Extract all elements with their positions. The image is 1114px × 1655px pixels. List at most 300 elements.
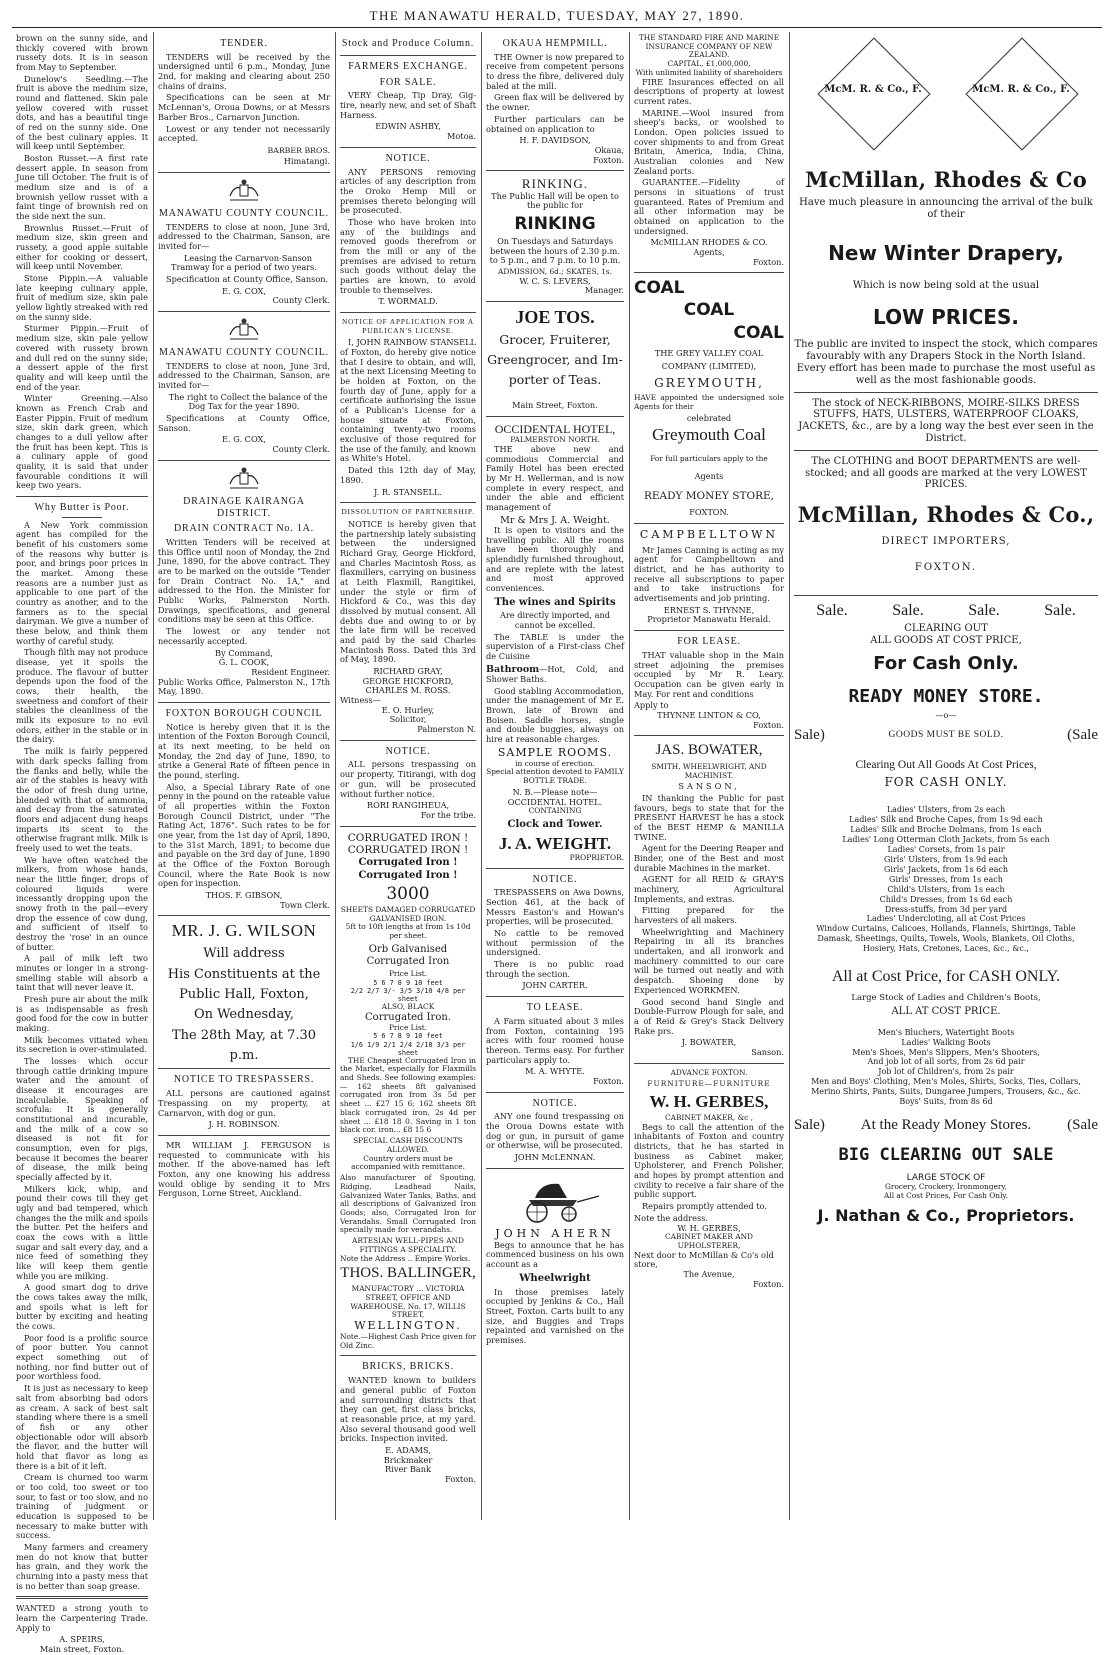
article-text: It is just as necessary to keep salt from absorbing bad odors as cream. A sack of best salt standing where there is a smell of fish or any other objectionable odor will absorb the flavor, and the butter will hold that flavor as long as there is a bit of it left. (16, 1383, 148, 1471)
ad-text: For full particulars apply to the (650, 454, 768, 464)
price-row: 1/6 1/9 2/1 2/4 2/10 3/3 per sheet (350, 1040, 466, 1057)
ad-text: —Hot, Cold, and Shower Baths. (486, 663, 624, 685)
signature: BARBER BROS. (267, 145, 330, 155)
apple-text: Sturmer Pippin.—Fruit of medium size, skin pale yellow covered with russety brown and dull red on the sunny side; a dessert apple of the first quality and will keep until the end of the year. (16, 323, 148, 392)
ad-text: Witness— (340, 695, 381, 705)
ad-text: CONTAINING (528, 806, 582, 816)
ad-line: porter of Teas. (508, 371, 602, 387)
goods-list-item: Child's Dresses, from 1s 6d each (879, 894, 1013, 904)
ad-text: Also manufacturer of Spouting, Ridging, Leadhead Nails, Galvanized Water Tanks, Baths, and all descriptions of Galvanized Iron Goods; also, Corrugated Iron for Verandahs. Small Corrugated Iron specially made for verandahs. (340, 1173, 476, 1235)
ad-text: On Tuesdays and Saturdays between the hours of 2.30 p.m. to 5 p.m., and 7 p.m. to 10 p.m. (489, 235, 621, 266)
ad-text: N. B.—Please note— (512, 786, 598, 797)
ad-text: celebrated (686, 412, 732, 423)
ad-title: J. A. WEIGHT. (498, 833, 612, 853)
goods-list-item: Window Curtains, Calicoes, Hollands, Flannels, Shirtings, Table (816, 924, 1076, 934)
ad-text: Written Tenders will be received at this Office until noon of Monday, the 2nd June, 1890, for the above contract. They are to be marked on the outside "Tender for Drain Contract No. 1A," and addressed to the Hon. the Minister for Public Works, Palmerston North. Drawings, specifications, and general conditions may be seen at this Office. (158, 537, 330, 625)
ad-title: OCCIDENTAL HOTEL, (494, 422, 616, 437)
goods-list-item: Ladies' Long Otterman Cloth Jackets, from 5s each (842, 835, 1050, 845)
signature: JOHN McLENNAN. (514, 1152, 596, 1163)
ad-title: Greymouth Coal (652, 425, 766, 445)
ad-text: WANTED known to builders and general public of Foxton and surrounding districts that they can get, first class bricks, at reasonable price, at my yard. Also several thousand good well bricks. Inspection invited. (340, 1375, 476, 1444)
ad-title: McMillan, Rhodes & Co., (797, 502, 1095, 528)
divider (158, 172, 330, 173)
ad-title: MANAWATU COUNTY COUNCIL. (159, 346, 329, 358)
divider (340, 147, 476, 148)
apple-text: Boston Russet.—A first rate dessert apple. In season from June till October. The fruit is of medium size and is of a brownish yellow russet with a faint tinge of brownish red on the side next the sun. (16, 153, 148, 222)
ad-line: Will address (203, 946, 285, 962)
ad-title: RINKING (514, 213, 596, 234)
goods-list-item: Child's Ulsters, from 1s each (887, 884, 1005, 894)
ad-text: Foxton. (753, 1278, 784, 1289)
ad-text: FIRE Insurances effected on all descriptions of property at lowest current rates. (634, 76, 784, 107)
ad-title: LOW PRICES. (873, 304, 1019, 329)
ad-title: CORRUGATED IRON ! (347, 843, 469, 856)
divider (340, 55, 476, 56)
ad-text: Lowest or any tender not necessarily accepted. (158, 123, 330, 144)
role: Brickmaker (383, 1454, 433, 1465)
ad-text: HAVE appointed the undersigned sole Agents for their (634, 393, 784, 411)
ad-text: No cattle to be removed without permission of the undersigned. (486, 928, 624, 958)
divider (340, 502, 476, 503)
apple-text: Stone Pippin.—A valuable late keeping culinary apple, fruit of medium size, skin pale yellow lightly streaked with red on the sunny side. (16, 273, 148, 322)
ad-text: Repairs promptly attended to. (642, 1201, 767, 1212)
article-text: We have often watched the milkers, from whose hands, near the little finger, drops of coloured liquids were incessantly dropping upon the snowy froth in the pail—every drop the essence of cow dung, and sufficient of itself to destroy the 'rose' in an ounce of butter. (16, 854, 148, 952)
signature: ERNEST S. THYNNE, (663, 604, 755, 615)
ad-title: TENDER. (220, 38, 268, 49)
article-title: Why Butter is Poor. (34, 501, 130, 513)
ad-number: 3000 (386, 883, 430, 904)
ad-title: MANAWATU COUNTY COUNCIL. (159, 207, 329, 219)
ad-title: For Cash Only. (873, 652, 1019, 674)
goods-list-item: Men and Boys' Clothing, Men's Moles, Shirts, Socks, Ties, Collars, (811, 1077, 1081, 1087)
ad-title: JOHN AHERN (495, 1226, 615, 1240)
place: Foxton. (445, 1474, 476, 1484)
ad-text: IN thanking the Public for past favours, begs to state that for the PRESENT HARVEST he has a stock of the BEST HEMP & MANILLA TWINE. (634, 793, 784, 842)
wanted-address: Main street, Foxton. (39, 1643, 125, 1654)
ad-text: TENDERS to close at noon, June 3rd, addressed to the Chairman, Sanson, are invited for— (158, 360, 330, 391)
signature: W. C. S. LEVERS, (519, 275, 591, 286)
ad-title: COAL (683, 300, 735, 321)
ad-text: NOTICE is hereby given that the partnership lately subsisting between the undersigned Richard Gray, George Hickford, and Charles Macintosh Ross, as flaxmillers, carrying on business at Leith Flaxmill, Rangitikei, under the style or firm of Hickford & Co., was this day dissolved by mutual consent. All debts due and owing to or by the late firm will be received and paid by the said Charles Macintosh Ross. Dated this 3rd of May, 1890. (340, 518, 476, 665)
place: Foxton. (753, 256, 784, 267)
divider (158, 460, 330, 461)
place: FOXTON. (914, 561, 978, 573)
ad-title: CORRUGATED IRON ! (347, 831, 469, 844)
ad-title: THOS. BALLINGER, (340, 1265, 476, 1282)
place: Himatangi. (283, 156, 330, 167)
ad-line: The 28th May, at 7.30 (171, 1027, 317, 1043)
ad-title: WELLINGTON. (354, 1319, 462, 1333)
divider (16, 1596, 148, 1599)
role: For the tribe. (420, 809, 476, 820)
ad-text: Mr James Canning is acting as my agent for Campbelltown and district, and he has authority to receive all subscriptions to paper and to take instructions for advertisements and job printing. (634, 544, 784, 604)
article-text: The milk is fairly peppered with dark specks falling from the flanks and belly, while the air of the stables is heavy with the odor of fresh dung urine, blended with that of ammonia, and decay from the saturated floors and adjacent dung heaps imparts its scent to the otherwise fragrant milk. Milk is freely used to wet the teats. (16, 746, 148, 853)
role: PROPRIETOR. (569, 852, 624, 862)
ad-text: With unlimited liability of shareholders (635, 67, 783, 77)
goods-list-item: And job lot of all sorts, from 2s 6d pair (867, 1057, 1025, 1067)
ad-title: Clock and Tower. (507, 818, 603, 830)
role: County Clerk. (272, 295, 330, 306)
divider (634, 1063, 784, 1064)
ad-text: ALL AT COST PRICE. (891, 1005, 1001, 1017)
ad-title: OCCIDENTAL HOTEL. (507, 796, 603, 807)
divider (634, 272, 784, 273)
signature: EDWIN ASHBY, (375, 121, 441, 132)
ad-text: Fitting prepared for the harvesters of all makers. (634, 905, 784, 926)
ad-text: THE Cheapest Corrugated Iron in the Market, especially for Flaxmills and Sheds. See following examples:— 162 sheets 8ft galvanised corrugated iron from 3s 5d per sheet ... £27 15 6; 162 sheets 8ft black corrugated iron, 2s 4d per sheet ... £18 18 0. Saving in 1 ton black cor. iron... £8 15 6 (340, 1055, 476, 1135)
ad-text: THE GREY VALLEY COAL (654, 347, 764, 358)
sale-word: (Sale (1067, 727, 1098, 744)
divider (158, 1068, 330, 1069)
ad-text: Which is now being sold at the usual (852, 279, 1040, 291)
ad-text: GUARANTEE.—Fidelity of persons in situations of trust guaranteed. Rates of Premium and all other information may be obtained on application to the undersigned. (634, 177, 784, 236)
ad-text: Also, a Special Library Rate of one penny in the pound on the rateable value of all properties within the Foxton Borough Council District, under "The Rating Act, 1876". Such rates to be for one year, from the 1st day of April, 1890, to the 31st March, 1891; to become due and payable on the 3rd day of June, 1890 at the Office of the Foxton Borough Council, where the Rate Book is now open for inspection. (158, 781, 330, 889)
signature: W. H. GERBES, (677, 1222, 741, 1233)
ad-text: Solicitor, (389, 714, 427, 725)
ad-text: LARGE STOCK OF (906, 1172, 986, 1183)
ad-line: Public Hall, Foxton, (179, 987, 309, 1003)
ad-text: ADVANCE FOXTON. (670, 1067, 748, 1077)
divider (340, 740, 476, 741)
role: Town Clerk. (280, 899, 330, 910)
ad-text: in course of erection. (515, 758, 595, 768)
price-row: 5 6 7 8 9 10 feet (373, 979, 443, 988)
ad-text: TENDERS will be received by the undersigned until 6 p.m., Monday, June 2nd, for making and clearing about 250 chains of drains. (158, 51, 330, 91)
ad-title: New Winter Drapery, (828, 241, 1064, 266)
article-text: A good smart dog to drive the cows takes away the milk, and spoils what is left for butter by exciting and heating the cows. (16, 1282, 148, 1332)
signature: RICHARD GRAY, (373, 665, 443, 676)
ad-text: Specifications at County Office, Sanson. (158, 413, 330, 433)
ad-line: His Constituents at the (167, 966, 321, 982)
divider (486, 301, 624, 302)
divider (794, 392, 1098, 393)
ad-text: ARTESIAN WELL-PIPES AND FITTINGS A SPECIALITY. (352, 1236, 464, 1254)
coat-of-arms-icon (226, 466, 262, 492)
ad-title: READY MONEY STORE, (643, 489, 775, 502)
goods-list-item: Job lot of Children's, from 2s pair (878, 1067, 1014, 1077)
ad-text: Dated this 12th day of May, 1890. (340, 465, 476, 485)
place: FOXTON. (689, 507, 729, 518)
goods-list-item: Ladies' Silk and Broche Capes, from 1s 9d each (849, 815, 1043, 825)
divider (486, 416, 624, 417)
ad-text: COMPANY (LIMITED), (661, 361, 757, 372)
signature: McMILLAN RHODES & CO. (650, 237, 768, 248)
signature: J. H. ROBINSON. (208, 1119, 280, 1130)
ad-text: MR WILLIAM J. FERGUSON is requested to communicate with his mother. If the above-named has left Foxton, any one knowing his address would oblige by sending it to Mrs Ferguson, Lorne Street, Auckland. (158, 1139, 330, 1199)
ad-title: THE STANDARD FIRE AND MARINE INSURANCE COMPANY OF NEW ZEALAND. (638, 33, 780, 60)
article-text: Many farmers and creamery men do not know that butter has grain, and they work the churning into a pasty mess that is no better than soap grease. (16, 1541, 148, 1591)
role: Resident Engineer. (251, 666, 330, 677)
ad-text: THE Owner is now prepared to receive from competent persons to dress the fibre, delivered duly baled at the mill. (486, 51, 624, 91)
ad-title: FURNITURE—FURNITURE (647, 1079, 771, 1089)
ad-text: CLEARING OUT (904, 623, 988, 635)
divider (158, 915, 330, 916)
divider (486, 868, 624, 869)
signature: G. L. COOK, (218, 657, 270, 668)
goods-list-item: Men's Shoes, Men's Slippers, Men's Shooters, (852, 1047, 1040, 1057)
divider (486, 170, 624, 171)
signature: JOHN CARTER. (522, 980, 588, 991)
divider (794, 595, 1098, 596)
sale-word: (Sale (1067, 1117, 1098, 1134)
place: Foxton. (593, 1075, 624, 1086)
ad-text: The public are invited to inspect the stock, which compares favourably with any Drapers Stock in the North Island. Every effort has been made to purchase the most useful as well as the most fashionable goods. (794, 339, 1098, 386)
ad-title: TO LEASE. (526, 1002, 584, 1014)
divider (794, 450, 1098, 451)
carriage-icon (507, 1174, 603, 1224)
goods-list-item: Girls' Jackets, from 1s 6d each (884, 864, 1008, 874)
ad-text: Apply to (634, 700, 669, 711)
place: River Bank (385, 1464, 431, 1475)
goods-list-item: Dress-stuffs, from 3d per yard (884, 904, 1008, 914)
role: Manager. (584, 285, 624, 296)
column-2 (154, 34, 334, 1516)
apple-text: Dunelow's Seedling.—The fruit is above the medium size, round and flattened. Skin pale yellow covered with russet dots, and has a beautiful tinge of red on the sunny side. One of the best culinary apples. It will keep until September. (16, 73, 148, 152)
ad-title: NOTICE. (385, 745, 431, 757)
divider (158, 1135, 330, 1136)
ad-text: Have much pleasure in announcing the arrival of the bulk of their (799, 196, 1093, 220)
signature: GEORGE HICKFORD, (362, 675, 454, 686)
column-3 (336, 34, 480, 1516)
ad-text: Agents (694, 471, 724, 481)
ad-text: CABINET MAKER, &c , (665, 1113, 753, 1123)
place: Foxton. (593, 154, 624, 165)
column-4 (482, 34, 628, 1516)
goods-list-item: Hosiery, Hats, Cretones, Laces, &c., &c., (863, 944, 1029, 954)
ad-text: Next door to McMillan & Co's old store, (634, 1249, 774, 1270)
ad-text: SHEETS DAMAGED CORRUGATED GALVANISED IRON. (340, 904, 476, 923)
goods-list-item: Ladies' Corsets, from 1s pair (887, 845, 1005, 855)
ad-text: GOODS MUST BE SOLD. (888, 730, 1004, 741)
masthead-rule (12, 27, 1102, 28)
ad-text: Large Stock of Ladies and Children's Boots, (851, 992, 1041, 1003)
ad-title: GREYMOUTH, (654, 375, 764, 390)
place: Foxton. (753, 719, 784, 730)
ad-title: NOTICE. (532, 1097, 578, 1109)
ad-title: DISSOLUTION OF PARTNERSHIP. (341, 507, 475, 517)
column-1 (12, 33, 152, 1654)
role: Agents, (693, 247, 725, 258)
ad-text: TRESPASSERS on Awa Downs, Section 461, at the back of Messrs Easton's and Howan's properties, will be prosecuted. (486, 887, 624, 927)
signature: H. F. DAVIDSON, (519, 135, 591, 146)
divider (486, 1168, 624, 1169)
ad-title: Orb Galvanised Corrugated Iron (366, 943, 450, 967)
divider (16, 496, 148, 497)
ad-text: SPECIAL CASH DISCOUNTS ALLOWED. (353, 1136, 463, 1154)
ad-title: NOTICE OF APPLICATION FOR A PUBLICAN'S LICENSE. (341, 316, 475, 335)
masthead: THE MANAWATU HERALD, TUESDAY, MAY 27, 1890. (369, 8, 745, 23)
ad-title: Corrugated Iron ! (358, 870, 458, 882)
price-row: 2/2 2/7 3/- 3/5 3/10 4/8 per sheet (350, 987, 466, 1004)
ad-title: Corrugated Iron ! (358, 857, 458, 869)
ad-text: CABINET MAKER AND UPHOLSTERER, (665, 1232, 753, 1250)
ad-text: Wheelwrighting and Machinery Repairing in all its branches undertaken, and all ironwork and machinery committed to our care will be turned out neatly and with despatch. Shoeing done by Experienced WORKMEN. (634, 926, 784, 995)
ad-text: Palmerston N. (417, 724, 476, 735)
divider (634, 735, 784, 736)
goods-list-item: Girls' Dresses, from 1s each (889, 874, 1003, 884)
apple-text: brown on the sunny side, and thickly covered with brown russety dots. It is in season from May to September. (16, 33, 148, 73)
ad-text: VERY Cheap, Tip Dray, Gig-tire, nearly new, and set of Shaft Harness. (340, 90, 476, 120)
ad-title: BIG CLEARING OUT SALE (838, 1144, 1054, 1165)
ad-text: I, JOHN RAINBOW STANSELL of Foxton, do hereby give notice that I desire to obtain, and will, at the next Licensing Meeting to be holden at Foxton, on the fourth day of June, apply for a certificate authorising the issue of a Publican's License for a house situate at Foxton, containing twenty-two rooms exclusive of those required for the use of the family, and known as White's Hotel. (340, 337, 476, 464)
ad-title: J. Nathan & Co., Proprietors. (817, 1205, 1075, 1225)
ad-text: Country orders must be accompanied with remittance. (351, 1153, 465, 1172)
ad-title: COAL (733, 322, 784, 343)
ad-text: The right to Collect the balance of the Dog Tax for the year 1890. (168, 391, 328, 412)
ad-text: Begs to call the attention of the inhabitants of Foxton and country districts, that he has started in business as Cabinet maker, Upholsterer, and French Polisher, and hopes by prompt attention and civility to receive a fair share of the public support. (634, 1121, 784, 1200)
ad-text: It is open to visitors and the travelling public. All the rooms have been thoroughly and splendidly furnished throughout, and are replete with the latest and most approved conveniences. (486, 524, 624, 593)
ready-row (794, 1117, 1098, 1135)
ad-line: On Wednesday, (193, 1007, 295, 1023)
ad-text: Special attention devoted to FAMILY BOTTLE TRADE. (486, 767, 624, 786)
ad-title: Bathroom (486, 663, 540, 675)
ad-title: McMillan, Rhodes & Co (805, 167, 1087, 192)
signature: J. BOWATER, (681, 1037, 737, 1048)
ad-text: The stock of NECK-RIBBONS, MOIRE-SILKS DRESS STUFFS, HATS, ULSTERS, WATERPROOF CLOAKS, JACKETS, &c., are by a long way the best ever seen in the District. (798, 397, 1094, 444)
goods-list (794, 1028, 1098, 1107)
divider-ornament: —o— (935, 710, 957, 721)
apple-text: Brownlus Russet.—Fruit of medium size, skin green and russety, a good apple suitable either for cooking or dessert, will keep until November. (16, 222, 148, 272)
place: SANSON, (678, 781, 740, 792)
stamp-text: McM. R. & Co., F. (824, 84, 922, 95)
ad-text: Grocery, Crockery, Ironmongery, (885, 1182, 1007, 1192)
ad-text: Good stabling Accommodation, under the management of Mr E. Brown, late of Brown and Boisen. Saddle horses, single and double buggies, always on hire at reasonable charges. (486, 685, 624, 745)
goods-list-item: Ladies' Walking Boots (901, 1037, 991, 1047)
ad-text: ADMISSION, 6d.; SKATES, 1s. (498, 266, 612, 276)
ad-title: NOTICE. (385, 152, 431, 164)
divider (340, 1355, 476, 1356)
ad-text: Begs to announce that he has commenced business on his own account as a (486, 1239, 624, 1270)
ad-text: ANY one found trespassing on the Oroua Downs estate with dog or gun, in pursuit of game or otherwise, will be prosecuted. (486, 1111, 624, 1151)
ad-text: Price List. (388, 1022, 428, 1032)
ad-text: Note the Address .. Empire Works. (340, 1253, 471, 1263)
divider (62, 517, 102, 518)
ad-text: Note.—Highest Cash Price given for Old Zinc. (340, 1332, 476, 1350)
divider (158, 311, 330, 312)
sale-banner (794, 602, 1098, 621)
place: Motoa. (446, 131, 476, 142)
ad-text: Mr & Mrs J. A. Weight. (500, 514, 610, 526)
coat-of-arms-icon (226, 178, 262, 204)
divider (634, 630, 784, 631)
signature: RORI RANGIHEUA, (366, 800, 450, 811)
ad-text: SMITH, WHEELWRIGHT, AND MACHINIST. (651, 761, 767, 780)
goods-list (794, 805, 1098, 954)
goods-list-item: Ladies' Ulsters, from 2s each (886, 805, 1006, 815)
place: Sanson. (751, 1046, 784, 1057)
sale-word: Sale. (892, 602, 924, 620)
ad-title: CAMPBELLTOWN (639, 527, 779, 541)
signature: E. G. COX, (222, 285, 266, 296)
apple-text: Winter Greening.—Also known as French Crab and Easter Pippin. Fruit of medium size, skin dark green, which changes to a dull yellow after the fruit has been kept. This is a culinary apple of good quality, it is said that under favourable conditions it will keep two years. (16, 393, 148, 491)
ad-text: E. O. Hurley, (381, 704, 435, 715)
ad-text: The Public Hall will be open to the public for (491, 190, 619, 211)
ad-text: The CLOTHING and BOOT DEPARTMENTS are well-stocked; and all goods are marked at the very LOWEST PRICES. (805, 455, 1087, 491)
ad-text: A Farm situated about 3 miles from Foxton, containing 195 acres with four roomed house thereon. Terms easy. For further particulars apply to. (486, 1015, 624, 1065)
ad-text: Specifications can be seen at Mr McLennan's, Oroua Downs, or at Messrs Barber Bros., Carnarvon Junction. (158, 92, 330, 122)
ad-subtitle: DRAIN CONTRACT No. 1A. (174, 523, 314, 535)
divider (158, 702, 330, 703)
ad-title: SAMPLE ROOMS. (497, 745, 613, 759)
signature: J. R. STANSELL. (374, 486, 442, 497)
ad-title: FARMERS EXCHANGE. (348, 60, 468, 72)
divider (634, 523, 784, 524)
ad-title: DRAINAGE KAIRANGA DISTRICT. (183, 495, 305, 519)
goods-list-item: Girls' Ulsters, from 1s 9d each (884, 855, 1008, 865)
ad-title: Corrugated Iron. (365, 1011, 451, 1023)
article-text: A New York commission agent has compiled for the benefit of his customers some of the reasons why butter is poor, and brings poor prices in the market. Among these reasons are a number just as applicable to one part of the country as another, and to the farmers as to the special dairyman. We give a number of these below, and think them worthy of careful study. (16, 519, 148, 646)
ad-text: ALSO, BLACK (381, 1002, 435, 1012)
goods-list-item: Merino Shirts, Pants, Suits, Dungaree Jumpers, Trousers, &c., &c. (811, 1087, 1081, 1097)
ad-title: All at Cost Price, for CASH ONLY. (831, 968, 1061, 986)
ad-title: JAS. BOWATER, (655, 742, 763, 759)
ad-title: At the Ready Money Stores. (860, 1117, 1032, 1134)
trade-marks (794, 34, 1098, 162)
ad-text: Note the address. (634, 1212, 708, 1223)
ad-text: ALL persons are cautioned against Trespassing on my property, at Carnarvon, with dog or gun. (158, 1088, 330, 1118)
signature: M. A. WHYTE. (525, 1066, 585, 1077)
ad-text: Main Street, Foxton. (512, 400, 598, 411)
ad-title: FOR CASH ONLY. (884, 775, 1008, 790)
ad-title: FOR LEASE. (677, 636, 741, 648)
signature: T. WORMALD. (378, 296, 438, 307)
signature: THOS. F. GIBSON, (205, 890, 283, 901)
signature: E. G. COX, (222, 434, 266, 445)
article-text: Milkers kick, whip, and pound their cows till they get ugly and bad tempered, which changes the the milk and spoils the butter. Pet the heifers and coax the cows with a little sugar and salt every day, and a nice feed of something they like will keep them gentle while you are milking. (16, 1183, 148, 1281)
wanted-ad: WANTED a strong youth to learn the Carpentering Trade. Apply to (16, 1603, 148, 1633)
ad-text: 5ft to 10ft lengths at from 1s 10d per sheet. (345, 922, 471, 941)
place: Public Works Office, Palmerston N., 17th May, 1890. (158, 676, 330, 697)
signature: CHARLES M. ROSS. (365, 685, 451, 696)
sale-word: Sale. (816, 602, 848, 620)
divider (340, 826, 476, 827)
ad-text: Agent for the Deering Reaper and Binder, one of the Best and most durable Machines in the market. (634, 843, 784, 873)
ad-text: Price List. (388, 969, 428, 979)
ad-line: Greengrocer, and Im- (487, 351, 623, 367)
price-row: 5 6 7 8 9 10 feet (373, 1032, 443, 1041)
divider (486, 1092, 624, 1093)
ad-text: ALL persons trespassing on our property, Titirangi, with dog or gun, will be prosecuted without further notice. (340, 759, 476, 799)
ad-title: BRICKS, BRICKS. (362, 1361, 454, 1373)
ad-text: The TABLE is under the supervision of a First-class Chef de Cuisine (486, 631, 624, 662)
ad-title: FOR SALE. (379, 76, 437, 88)
ad-text: AGENT for all REID & GRAY'S machinery, Agricultural Implements, and extras. (634, 874, 784, 904)
ad-title: The wines and Spirits (494, 596, 616, 608)
ad-text: All at Cost Prices, For Cash Only. (884, 1191, 1008, 1201)
goods-list-item: Ladies' Undercloting, all at Cost Prices (866, 914, 1026, 924)
ad-text: ALL GOODS AT COST PRICE, (870, 635, 1022, 647)
ad-text: Specification at County Office, Sanson. (166, 273, 329, 284)
ad-text: By Command, (215, 647, 273, 658)
article-text: Though filth may not produce disease, yet it spoils the produce. The flavour of butter depends upon the food of the cows, their health, the sweetness and comfort of their stables the cleanliness of the milk its exposure to no evil odors, either in the stable or in the dairy. (16, 647, 148, 745)
goods-row (794, 727, 1098, 745)
ad-title: Clearing Out All Goods At Cost Prices, (855, 758, 1037, 771)
article-text: Milk becomes vitiated when its secretion is over-stimulated. (16, 1034, 148, 1055)
ad-text: Notice is hereby given that it is the intention of the Foxton Borough Council, at its next meeting, to be held on Monday, the 2nd day of June, 1890, to strike a General Rate of fifteen pence in the pound, sterling. (158, 721, 330, 781)
article-text: Poor food is a prolific source of poor butter. You cannot expect something out of nothing, nor find butter out of poor worthless food. (16, 1332, 148, 1382)
ad-text: MANUFACTORY ... VICTORIA STREET, OFFICE AND WAREHOUSE, No. 17, WILLIS STREET, (350, 1284, 466, 1320)
section-title: Stock and Produce Column. (341, 38, 475, 49)
role: Proprietor Manawatu Herald. (647, 614, 771, 625)
article-text: Fresh pure air about the milk is as indispensable as fresh good food for the cow in butter making. (16, 993, 148, 1033)
stamp-text: McM. R. & Co., F. (972, 84, 1070, 95)
goods-list-item: Boys' Suits, from 8s 6d (899, 1097, 993, 1107)
ad-title: OKAUA HEMPMILL. (502, 38, 608, 49)
ad-text: The lowest or any tender not necessarily accepted. (158, 626, 330, 646)
ad-title: JOE TOS. (515, 307, 595, 327)
role: County Clerk. (272, 444, 330, 455)
ad-text: THAT valuable shop in the Main street adjoining the premises occupied by Mr R. Leary. Occupation can be given early in May. For rent and conditions (634, 649, 784, 699)
